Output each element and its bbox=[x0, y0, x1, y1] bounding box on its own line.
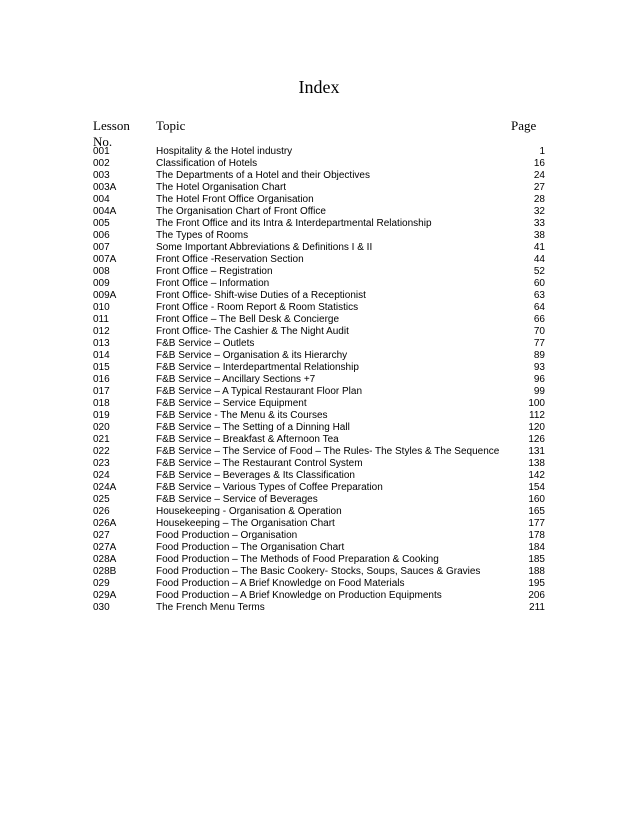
lesson-number: 011 bbox=[93, 314, 109, 325]
page-number: 32 bbox=[533, 206, 545, 217]
index-row bbox=[93, 146, 545, 158]
index-row bbox=[93, 170, 545, 182]
topic-title: Housekeeping - Organisation & Operation bbox=[156, 506, 342, 517]
index-row bbox=[93, 314, 545, 326]
page-number: 100 bbox=[528, 398, 545, 409]
topic-title: Front Office - Room Report & Room Statistics bbox=[156, 302, 359, 313]
page-number: 178 bbox=[528, 530, 545, 541]
index-row bbox=[93, 254, 545, 266]
lesson-number: 030 bbox=[93, 602, 110, 613]
lesson-number: 027A bbox=[93, 542, 117, 553]
topic-title: Front Office – Registration bbox=[156, 266, 273, 277]
topic-title: Some Important Abbreviations & Definitions I & II bbox=[156, 242, 373, 253]
lesson-number: 002 bbox=[93, 158, 110, 169]
index-row bbox=[93, 458, 545, 470]
lesson-number: 012 bbox=[93, 326, 110, 337]
lesson-number: 008 bbox=[93, 266, 110, 277]
lesson-number: 004 bbox=[93, 194, 110, 205]
topic-title: The French Menu Terms bbox=[156, 602, 265, 613]
index-row bbox=[93, 446, 545, 458]
topic-title: F&B Service – Various Types of Coffee Preparation bbox=[156, 482, 383, 493]
index-row bbox=[93, 554, 545, 566]
topic-title: Food Production – The Methods of Food Preparation & Cooking bbox=[156, 554, 439, 565]
lesson-number: 029A bbox=[93, 590, 117, 601]
lesson-number: 028B bbox=[93, 566, 117, 577]
lesson-number: 006 bbox=[93, 230, 110, 241]
index-row bbox=[93, 410, 545, 422]
page-number: 33 bbox=[533, 218, 545, 229]
page-number: 70 bbox=[533, 326, 545, 337]
topic-title: F&B Service - The Menu & its Courses bbox=[156, 410, 328, 421]
topic-title: Food Production – The Basic Cookery- Stocks, Soups, Sauces & Gravies bbox=[156, 566, 481, 577]
topic-title: Front Office – Information bbox=[156, 278, 270, 289]
index-row bbox=[93, 434, 545, 446]
lesson-number: 003A bbox=[93, 182, 117, 193]
topic-title: Classification of Hotels bbox=[156, 158, 258, 169]
index-row bbox=[93, 590, 545, 602]
index-row bbox=[93, 182, 545, 194]
page-number: 120 bbox=[528, 422, 545, 433]
topic-title: Front Office- Shift-wise Duties of a Receptionist bbox=[156, 290, 366, 301]
topic-title: F&B Service – Ancillary Sections +7 bbox=[156, 374, 316, 385]
lesson-number: 022 bbox=[93, 446, 110, 457]
lesson-number: 029 bbox=[93, 578, 110, 589]
topic-title: Food Production – A Brief Knowledge on Food Materials bbox=[156, 578, 405, 589]
index-row bbox=[93, 218, 545, 230]
index-row bbox=[93, 374, 545, 386]
lesson-number: 013 bbox=[93, 338, 110, 349]
index-row bbox=[93, 266, 545, 278]
topic-title: F&B Service – Breakfast & Afternoon Tea bbox=[156, 434, 339, 445]
index-row bbox=[93, 530, 545, 542]
topic-title: Front Office -Reservation Section bbox=[156, 254, 304, 265]
topic-title: Hospitality & the Hotel industry bbox=[156, 146, 293, 157]
index-row bbox=[93, 422, 545, 434]
lesson-number: 007A bbox=[93, 254, 117, 265]
lesson-number: 028A bbox=[93, 554, 117, 565]
topic-title: The Front Office and its Intra & Interdepartmental Relationship bbox=[156, 218, 432, 229]
lesson-number: 026A bbox=[93, 518, 117, 529]
page-number: 188 bbox=[528, 566, 545, 577]
page-number: 99 bbox=[533, 386, 545, 397]
index-row bbox=[93, 578, 545, 590]
lesson-number: 004A bbox=[93, 206, 117, 217]
page-number: 211 bbox=[529, 602, 545, 613]
index-row bbox=[93, 326, 545, 338]
topic-title: The Hotel Organisation Chart bbox=[156, 182, 287, 193]
index-row bbox=[93, 158, 545, 170]
lesson-number: 016 bbox=[93, 374, 110, 385]
topic-title: F&B Service – Service Equipment bbox=[156, 398, 307, 409]
page-number: 41 bbox=[533, 242, 545, 253]
page-number: 27 bbox=[533, 182, 545, 193]
lesson-number: 023 bbox=[93, 458, 110, 469]
lesson-number: 009A bbox=[93, 290, 117, 301]
index-row bbox=[93, 494, 545, 506]
page-number: 16 bbox=[533, 158, 545, 169]
page-number: 52 bbox=[533, 266, 545, 277]
page-number: 112 bbox=[529, 410, 545, 421]
index-row bbox=[93, 350, 545, 362]
lesson-number: 014 bbox=[93, 350, 110, 361]
lesson-number: 010 bbox=[93, 302, 110, 313]
topic-title: Front Office- The Cashier & The Night Audit bbox=[156, 326, 349, 337]
index-row bbox=[93, 566, 545, 578]
lesson-number: 003 bbox=[93, 170, 110, 181]
page-number: 93 bbox=[533, 362, 545, 373]
lesson-number: 009 bbox=[93, 278, 110, 289]
topic-title: F&B Service – Outlets bbox=[156, 338, 255, 349]
lesson-number: 018 bbox=[93, 398, 110, 409]
index-row bbox=[93, 302, 545, 314]
lesson-number: 001 bbox=[93, 146, 110, 157]
lesson-number: 017 bbox=[93, 386, 110, 397]
page-number: 195 bbox=[528, 578, 545, 589]
topic-title: Front Office – The Bell Desk & Concierge bbox=[156, 314, 340, 325]
index-row bbox=[93, 482, 545, 494]
page-number: 28 bbox=[533, 194, 545, 205]
index-row bbox=[93, 290, 545, 302]
topic-title: F&B Service – Beverages & Its Classification bbox=[156, 470, 355, 481]
index-row bbox=[93, 506, 545, 518]
page-number: 66 bbox=[533, 314, 545, 325]
page-number: 160 bbox=[528, 494, 545, 505]
column-header-topic: Topic bbox=[156, 118, 186, 133]
topic-title: Food Production – Organisation bbox=[156, 530, 298, 541]
index-row bbox=[93, 470, 545, 482]
page-number: 184 bbox=[528, 542, 545, 553]
page-number: 89 bbox=[533, 350, 545, 361]
column-header-page: Page bbox=[511, 118, 537, 133]
lesson-number: 024A bbox=[93, 482, 117, 493]
topic-title: Housekeeping – The Organisation Chart bbox=[156, 518, 335, 529]
lesson-number: 021 bbox=[93, 434, 110, 445]
lesson-number: 027 bbox=[93, 530, 110, 541]
page-number: 126 bbox=[528, 434, 545, 445]
topic-title: F&B Service – The Service of Food – The Rules- The Styles & The Sequence bbox=[156, 446, 500, 457]
page-number: 63 bbox=[533, 290, 545, 301]
index-row bbox=[93, 362, 545, 374]
index-row bbox=[93, 602, 545, 614]
page-number: 64 bbox=[533, 302, 545, 313]
topic-title: F&B Service – Service of Beverages bbox=[156, 494, 318, 505]
topic-title: F&B Service – Interdepartmental Relationship bbox=[156, 362, 359, 373]
index-row bbox=[93, 194, 545, 206]
page-number: 38 bbox=[533, 230, 545, 241]
page-number: 138 bbox=[528, 458, 545, 469]
lesson-number: 020 bbox=[93, 422, 110, 433]
page-number: 44 bbox=[533, 254, 545, 265]
index-row bbox=[93, 242, 545, 254]
page-number: 177 bbox=[528, 518, 545, 529]
index-row bbox=[93, 338, 545, 350]
topic-title: F&B Service – The Setting of a Dinning Hall bbox=[156, 422, 350, 433]
page-number: 1 bbox=[539, 146, 545, 157]
page-title: Index bbox=[298, 77, 340, 97]
lesson-number: 019 bbox=[93, 410, 110, 421]
page-number: 142 bbox=[528, 470, 545, 481]
index-row bbox=[93, 518, 545, 530]
lesson-number: 025 bbox=[93, 494, 110, 505]
topic-title: The Types of Rooms bbox=[156, 230, 249, 241]
index-table bbox=[93, 146, 545, 614]
topic-title: The Hotel Front Office Organisation bbox=[156, 194, 314, 205]
page-number: 131 bbox=[528, 446, 545, 457]
index-row bbox=[93, 386, 545, 398]
topic-title: The Departments of a Hotel and their Objectives bbox=[156, 170, 370, 181]
index-row bbox=[93, 278, 545, 290]
page-number: 206 bbox=[528, 590, 545, 601]
topic-title: F&B Service – The Restaurant Control System bbox=[156, 458, 363, 469]
column-header-lesson: Lesson No. bbox=[93, 118, 130, 149]
page-number: 165 bbox=[528, 506, 545, 517]
index-row bbox=[93, 230, 545, 242]
lesson-number: 005 bbox=[93, 218, 110, 229]
page-number: 24 bbox=[533, 170, 545, 181]
lesson-number: 026 bbox=[93, 506, 110, 517]
index-row bbox=[93, 206, 545, 218]
index-row bbox=[93, 542, 545, 554]
page-number: 185 bbox=[528, 554, 545, 565]
lesson-number: 007 bbox=[93, 242, 110, 253]
topic-title: Food Production – A Brief Knowledge on Production Equipments bbox=[156, 590, 442, 601]
page-number: 77 bbox=[533, 338, 545, 349]
topic-title: The Organisation Chart of Front Office bbox=[156, 206, 326, 217]
lesson-number: 015 bbox=[93, 362, 110, 373]
topic-title: Food Production – The Organisation Chart bbox=[156, 542, 345, 553]
page-number: 154 bbox=[528, 482, 545, 493]
index-row bbox=[93, 398, 545, 410]
topic-title: F&B Service – A Typical Restaurant Floor Plan bbox=[156, 386, 363, 397]
lesson-number: 024 bbox=[93, 470, 110, 481]
topic-title: F&B Service – Organisation & its Hierarchy bbox=[156, 350, 348, 361]
page-number: 60 bbox=[533, 278, 545, 289]
page-number: 96 bbox=[533, 374, 545, 385]
